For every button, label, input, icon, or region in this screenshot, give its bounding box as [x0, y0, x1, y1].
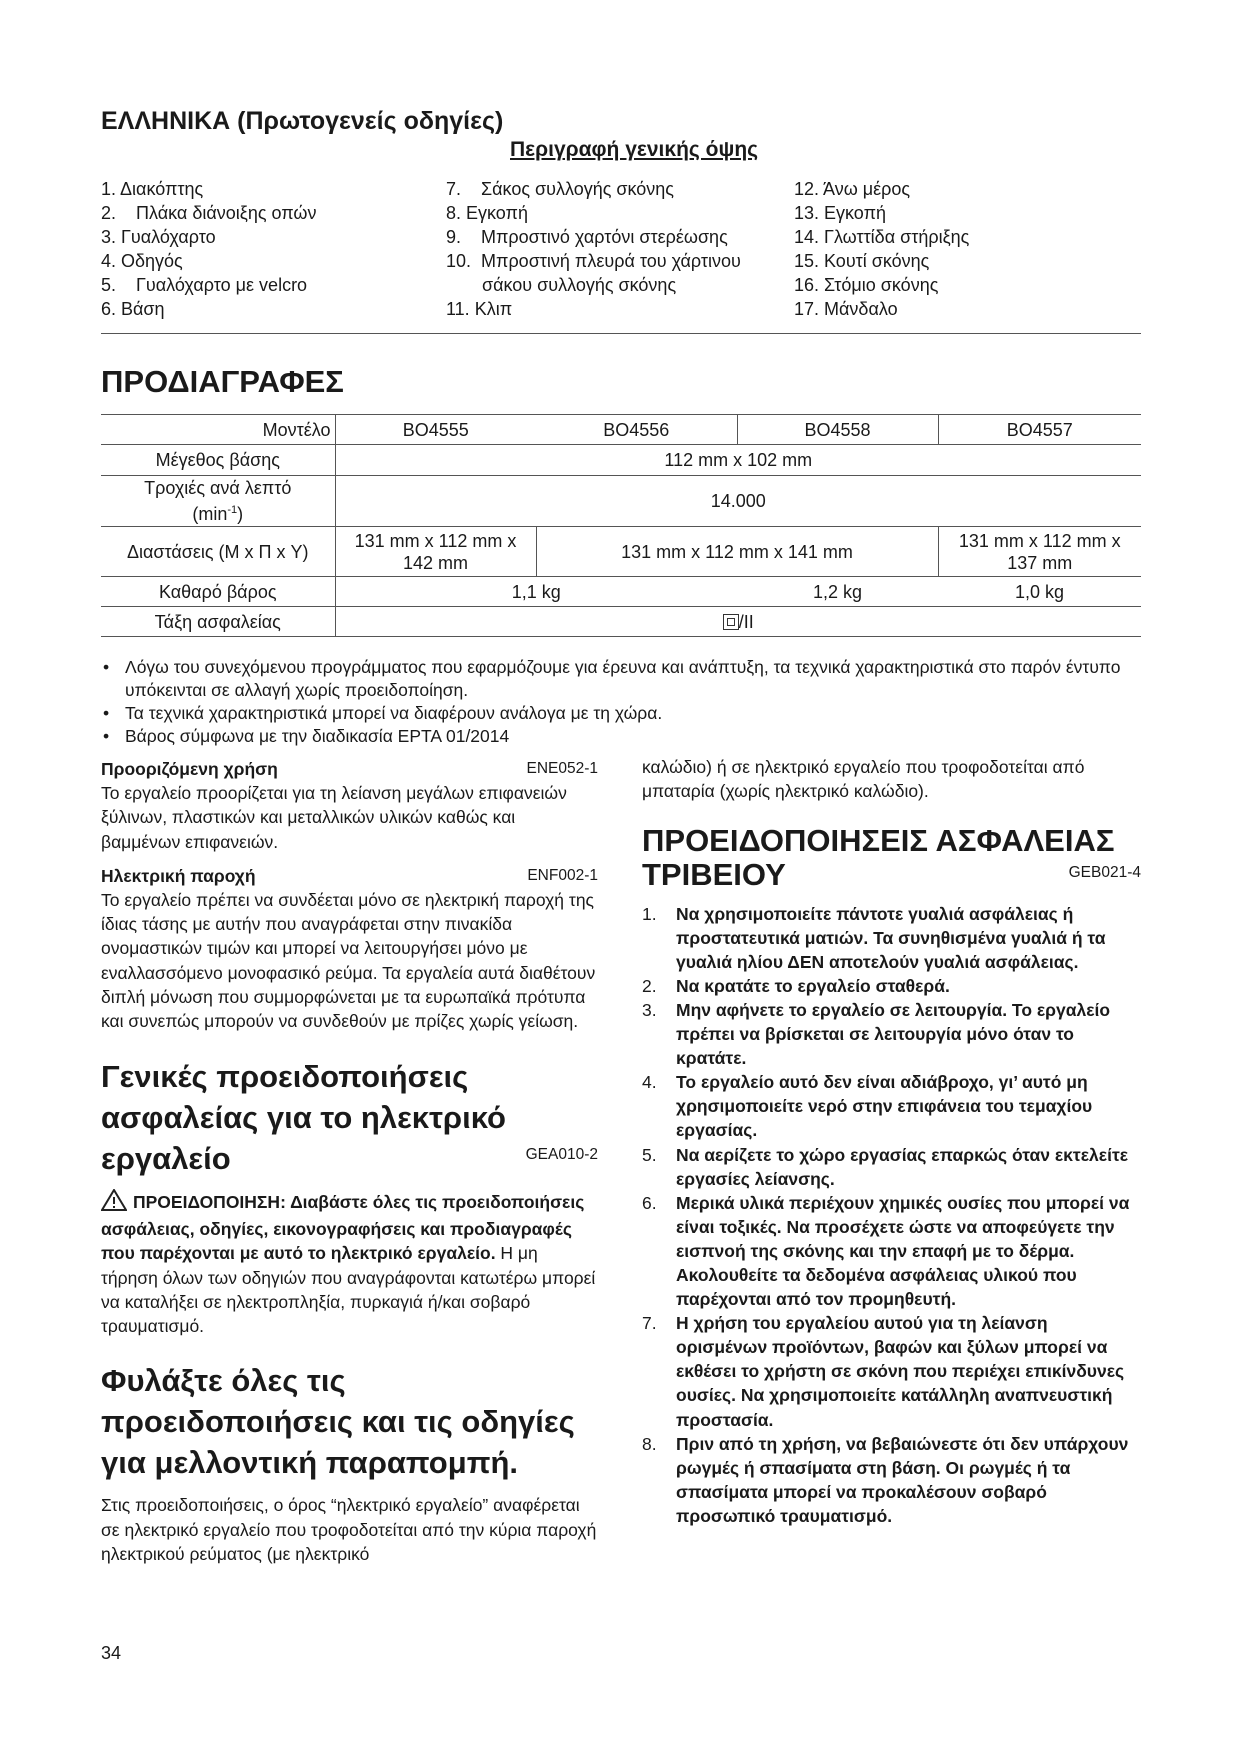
warning-bold-text: ΠΡΟΕΙΔΟΠΟΙΗΣΗ: Διαβάστε όλες τις προειδοποιήσεις ασφάλειας, οδηγίες, εικονογραφήσεις και προδιαγραφές που παρέχονται με αυτό το ηλεκτρικό εργαλείο.: [101, 1191, 585, 1264]
dim-label: Διαστάσεις (Μ x Π x Υ): [101, 527, 335, 577]
part-item: 1. Διακόπτης: [101, 179, 204, 199]
specs-title: ΠΡΟΔΙΑΓΡΑΦΕΣ: [101, 364, 344, 399]
part-item: 5. Γυαλόχαρτο με velcro: [101, 275, 308, 295]
weight-label: Καθαρό βάρος: [101, 577, 335, 607]
right-column: [642, 757, 1141, 1528]
dim-value-2: 131 mm x 112 mm x 141 mm: [536, 527, 938, 577]
part-item: 2. Πλάκα διάνοιξης οπών: [101, 203, 317, 223]
intended-use-code: ENE052-1: [526, 760, 598, 777]
specs-row-pad: [101, 445, 1141, 476]
keep-instructions-text: Στις προειδοποιήσεις, ο όρος “ηλεκτρικό εργαλείο” αναφέρεται σε ηλεκτρικό εργαλείο που τροφοδοτείται από την κύρια παροχή ηλεκτρικού ρεύματος (με ηλεκτρικό: [101, 1495, 597, 1565]
safety-item-text: Το εργαλείο αυτό δεν είναι αδιάβροχο, γι’ αυτό μη χρησιμοποιείτε νερό στην επιφάνεια του τεμαχίου εργασίας.: [676, 1072, 1093, 1141]
intended-use-text: Το εργαλείο προορίζεται για τη λείανση μεγάλων επιφανειών ξύλινων, πλαστικών και μεταλλικών υλικών καθώς και βαμμένων επιφανειών.: [101, 783, 567, 852]
power-supply-code: ENF002-1: [527, 866, 598, 884]
safety-item-number: 7.: [642, 1313, 657, 1334]
intended-use-title: Προοριζόμενη χρήση: [101, 759, 278, 779]
part-item: 9. Μπροστινό χαρτόνι στερέωσης: [446, 227, 728, 247]
specs-row-dimensions: [101, 527, 1141, 577]
intended-use-heading: [101, 757, 598, 781]
safety-item-text: Πριν από τη χρήση, να βεβαιώνεστε ότι δεν υπάρχουν ρωγμές ή σπασίματα στη βάση. Οι ρωγμές ή τα σπασίματα μπορεί να προκαλέσουν σοβαρό προσωπικό τραυματισμό.: [676, 1433, 1129, 1526]
definition-continuation: καλώδιο) ή σε ηλεκτρικό εργαλείο που τροφοδοτείται από μπαταρία (χωρίς ηλεκτρικό καλώδιο).: [642, 757, 1085, 802]
pad-label: Μέγεθος βάσης: [101, 445, 335, 476]
safety-item: [642, 1143, 1141, 1191]
left-column: [101, 757, 598, 1576]
part-item: 16. Στόμιο σκόνης: [794, 275, 939, 295]
parts-column-1: [101, 177, 317, 321]
power-supply-heading: [101, 864, 598, 888]
safety-item-number: 2.: [642, 975, 657, 996]
part-item: 6. Βάση: [101, 299, 165, 319]
general-warning-block: [101, 1189, 598, 1339]
safety-item-text: Μην αφήνετε το εργαλείο σε λειτουργία. Το εργαλείο πρέπει να βρίσκεται σε λειτουργία μόνο όταν το κρατάτε.: [676, 999, 1111, 1069]
rpm-unit-base: (min: [192, 504, 228, 524]
note-item: • Τα τεχνικά χαρακτηριστικά μπορεί να διαφέρουν ανάλογα με τη χώρα.: [101, 702, 1141, 725]
parts-column-3: [794, 177, 969, 321]
rpm-label-text: Τροχιές ανά λεπτό: [144, 478, 292, 498]
model-1: BO4555: [335, 415, 536, 445]
sander-safety-title-line1: ΠΡΟΕΙΔΟΠΟΙΗΣΕΙΣ ΑΣΦΑΛΕΙΑΣ: [642, 822, 1115, 858]
part-item: 7. Σάκος συλλογής σκόνης: [446, 179, 674, 199]
sander-safety-heading: [642, 824, 1141, 892]
keep-instructions-heading: Φυλάξτε όλες τις προειδοποιήσεις και τις οδηγίες για μελλοντική παραπομπή.: [101, 1363, 575, 1481]
language-title: ΕΛΛΗΝΙΚΑ (Πρωτογενείς οδηγίες): [101, 107, 504, 135]
weight-value-2: 1,2 kg: [737, 577, 938, 607]
safety-item-number: 8.: [642, 1433, 657, 1454]
safety-item-number: 5.: [642, 1144, 657, 1165]
safety-item: [642, 1311, 1141, 1431]
model-3: BO4558: [737, 415, 938, 445]
safety-item-number: 1.: [642, 903, 657, 924]
sander-safety-list: [642, 902, 1141, 1528]
sander-safety-code: GEB021-4: [1068, 863, 1141, 881]
double-insulation-icon: [723, 614, 739, 630]
model-2: BO4556: [536, 415, 737, 445]
safety-label: Τάξη ασφαλείας: [101, 607, 335, 637]
general-warnings-title: Γενικές προειδοποιήσεις ασφαλείας για το ηλεκτρικό εργαλείο: [101, 1058, 506, 1176]
rpm-unit-exponent: -1: [227, 504, 238, 516]
safety-item: [642, 1070, 1141, 1142]
specs-row-weight: [101, 577, 1141, 607]
note-item: • Λόγω του συνεχόμενου προγράμματος που εφαρμόζουμε για έρευνα και ανάπτυξη, τα τεχνικά χαρακτηριστικά στο παρόν έντυπο υπόκεινται σε αλλαγή χωρίς προειδοποίηση.: [101, 656, 1141, 702]
safety-value: [335, 607, 1141, 637]
note-item: • Βάρος σύμφωνα με την διαδικασία EPTA 01/2014: [101, 725, 1141, 748]
safety-item-text: Η χρήση του εργαλείου αυτού για τη λείανση ορισμένων προϊόντων, βαφών και ξύλων μπορεί να εκθέσει το χρήστη σε σκόνη που περιέχει επικίνδυνες ουσίες. Να χρησιμοποιείτε κατάλληλη αναπνευστική προστασία.: [676, 1313, 1125, 1430]
model-4: BO4557: [938, 415, 1141, 445]
part-item: 14. Γλωττίδα στήριξης: [794, 227, 970, 247]
weight-value-1: 1,1 kg: [335, 577, 737, 607]
safety-item-number: 4.: [642, 1072, 657, 1093]
part-item: 17. Μάνδαλο: [794, 299, 898, 319]
rpm-label: [101, 476, 335, 527]
specs-row-model: [101, 415, 1141, 445]
safety-item-number: 3.: [642, 999, 657, 1020]
part-item: σάκου συλλογής σκόνης: [482, 275, 677, 295]
safety-item: [642, 998, 1141, 1070]
warning-triangle-icon: [101, 1189, 127, 1217]
part-item: 3. Γυαλόχαρτο: [101, 227, 216, 247]
warning-rest-text: Η μη τήρηση όλων των οδηγιών που αναγράφονται κατωτέρω μπορεί να καταλήξει σε ηλεκτροπληξία, πυρκαγιά ή/και σοβαρό τραυματισμό.: [101, 1243, 596, 1337]
spec-notes: [101, 656, 1141, 748]
safety-item-text: Να αερίζετε το χώρο εργασίας επαρκώς όταν εκτελείτε εργασίες λείανσης.: [676, 1144, 1129, 1189]
part-item: 10. Μπροστινή πλευρά του χάρτινου: [446, 251, 741, 271]
safety-item-text: Μερικά υλικά περιέχουν χημικές ουσίες που μπορεί να είναι τοξικές. Να προσέχετε ώστε να αποφεύγετε την εισπνοή της σκόνης και την επαφή με το δέρμα. Ακολουθείτε τα δεδομένα ασφάλειας υλικού που παρέχονται από τον προμηθευτή.: [676, 1192, 1130, 1310]
general-warnings-heading: [101, 1056, 598, 1179]
section-divider: [101, 333, 1141, 334]
general-warnings-code: GEA010-2: [525, 1145, 598, 1163]
parts-column-2: [446, 177, 741, 321]
rpm-unit: [105, 499, 331, 525]
safety-item: [642, 1432, 1141, 1528]
part-item: 11. Κλιπ: [446, 299, 513, 319]
specs-row-safety: [101, 607, 1141, 637]
safety-item: [642, 1191, 1141, 1311]
safety-item: [642, 902, 1141, 974]
pad-value: 112 mm x 102 mm: [335, 445, 1141, 476]
specs-table: [101, 414, 1141, 637]
safety-item: [642, 974, 1141, 998]
page-number: 34: [101, 1643, 122, 1663]
rpm-unit-close: ): [237, 504, 244, 524]
power-supply-title: Ηλεκτρική παροχή: [101, 865, 256, 886]
weight-value-3: 1,0 kg: [938, 577, 1141, 607]
specs-row-rpm: [101, 476, 1141, 527]
safety-item-text: Να χρησιμοποιείτε πάντοτε γυαλιά ασφάλειας ή προστατευτικά ματιών. Τα συνηθισμένα γυαλιά ή τα γυαλιά ηλίου ΔΕΝ αποτελούν γυαλιά ασφάλειας.: [676, 903, 1106, 972]
part-item: 13. Εγκοπή: [794, 203, 886, 223]
safety-class-text: /II: [738, 611, 754, 632]
rpm-value: 14.000: [335, 476, 1141, 527]
safety-item-text: Να κρατάτε το εργαλείο σταθερά.: [676, 975, 950, 996]
parts-title: Περιγραφή γενικής όψης: [510, 138, 759, 161]
part-item: 4. Οδηγός: [101, 251, 183, 271]
model-label: Μοντέλο: [101, 415, 335, 445]
power-supply-text: Το εργαλείο πρέπει να συνδέεται μόνο σε ηλεκτρική παροχή της ίδιας τάσης με αυτήν που αναγράφεται στην πινακίδα ονομαστικών τιμών και μπορεί να λειτουργήσει μόνο με εναλλασσόμενο μονοφασικό ρεύμα. Τα εργαλεία αυτά διαθέτουν διπλή μόνωση που συμμορφώνεται με τα ευρωπαϊκά πρότυπα και συνεπώς μπορούν να συνδεθούν με πρίζες χωρίς γείωση.: [101, 889, 596, 1032]
dim-value-1: 131 mm x 112 mm x 142 mm: [335, 527, 536, 577]
part-item: 12. Άνω μέρος: [794, 179, 911, 199]
sander-safety-title-line2: ΤΡΙΒΕΙΟΥ: [642, 856, 786, 892]
part-item: 15. Κουτί σκόνης: [794, 251, 930, 271]
safety-item-number: 6.: [642, 1192, 657, 1213]
dim-value-3: 131 mm x 112 mm x 137 mm: [938, 527, 1141, 577]
part-item: 8. Εγκοπή: [446, 203, 528, 223]
